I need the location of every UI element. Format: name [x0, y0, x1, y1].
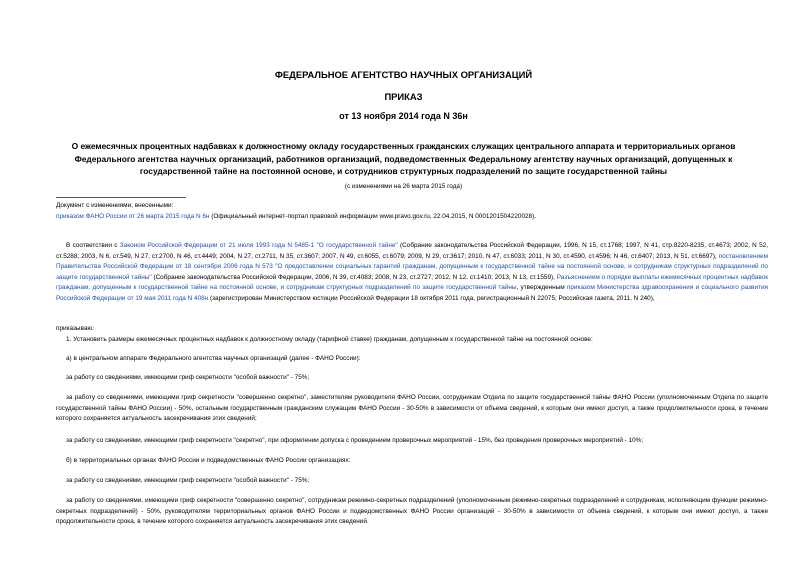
preamble-text-3: (Собрание законодательства Российской Федерации, 2006, N 39, ст.4083; 2008, N 23, ст.2727; 2012, N 12, ст.1410; 2013, N 13, ст.1559),	[151, 273, 557, 281]
paragraph-1: 1. Установить размеры ежемесячных процентных надбавок к должностному окладу (тарифной ставке) гражданам, допущенным к государственной тайне на постоянной основе:	[66, 336, 593, 343]
changes-line	[56, 212, 768, 223]
paragraph-b-top-secret: за работу со сведениями, имеющими гриф секретности "совершенно секретно", сотрудникам режимно-секретных подразделений (уполномоченным режимно-секретных подразделений и сотрудникам, исполняющим функции режимно-секретных подразделений) - 50%, руководителям территориальных органов ФАНО России и подведомственных ФАНО России организаций - 30-50% в зависимости от объема сведений, к которым они имеют доступ, а также продолжительности срока, в течение которого сохраняется актуальность засекречивания этих сведений.	[56, 497, 768, 525]
ministry-order-link[interactable]: приказом Министерства здравоохранения и социального развития Российской Федерации от 19 мая 2011 года N 408н	[56, 284, 768, 302]
preamble-text-2: (Собрание законодательства Российской Федерации, 1996, N 15, ст.1768; 1997, N 41, стр.8220-8235, ст.4673; 2002, N 52, ст.5288; 2003, N 6, ст.549, N 27, ст.2700, N 46, ст.4449; 2004, N 27, ст.2711, N 35, ст.3607; 2007, N 49, ст.6055, ст.6079; 2009, N 29, ст.3617; 2010, N 47, ст.6033; 2011, N 30, ст.4590, ст.4596; N 46, ст.6407; 2013, N 51, ст.6697),	[56, 242, 769, 260]
paragraph-a-secret: за работу со сведениями, имеющими гриф секретности "секретно", при оформлении допуска с проведением проверочных мероприятий - 15%, без проведения проверочных мероприятий - 10%;	[66, 437, 644, 444]
agency-name: ФЕДЕРАЛЬНОЕ АГЕНТСТВО НАУЧНЫХ ОРГАНИЗАЦИЙ	[274, 69, 533, 80]
preamble-text-1: В соответствии с	[66, 242, 120, 249]
paragraph-b: б) в территориальных органах ФАНО России и подведомственных ФАНО России организациях:	[66, 457, 351, 464]
government-resolution-link[interactable]: постановлением Правительства Российской Федерации от 18 сентября 2006 года N 573 "О предоставлении социальных гарантий гражданам, допущенным к государственной тайне на постоянной основе, и сотрудникам структурных подразделений по защите государственной тайны"	[56, 252, 768, 281]
law-link[interactable]: Законом Российской Федерации от 21 июля 1993 года N 5485-1 "О государственной тайне"	[119, 242, 398, 249]
amendment-date: (с изменениями на 26 марта 2015 года)	[344, 183, 463, 190]
preamble-text-5: (зарегистрирован Министерством юстиции Российской Федерации 18 октября 2011 года, регистрационный N 22075; Российская газета, 2011, N 240),	[208, 294, 655, 302]
changes-label: Документ с изменениями, внесенными:	[56, 202, 174, 209]
paragraph-a: а) в центральном аппарате Федерального агентства научных организаций (далее - ФАНО России):	[66, 355, 361, 362]
document-heading: О ежемесячных процентных надбавках к должностному окладу государственных гражданских служащих центрального аппарата и территориальных органов Федерального агентства научных организаций, работников организаций, подведомственных Федеральному агентству научных организаций, допущенных к государственной тайне на постоянной основе, и сотрудников структурных подразделений по защите государственной тайны	[71, 141, 736, 176]
explanation-link[interactable]: Разъяснением о порядке выплаты ежемесячных процентных надбавок гражданам, допущенным к государственной тайне на постоянной основе, и сотрудникам структурных подразделений по защите государственной тайны	[56, 273, 768, 291]
document-type: ПРИКАЗ	[384, 91, 423, 102]
changes-link[interactable]: приказом ФАНО России от 26 марта 2015 года N 6н	[56, 213, 210, 220]
document-date-number: от 13 ноября 2014 года N 36н	[339, 111, 468, 121]
paragraph-a-top-secret: за работу со сведениями, имеющими гриф секретности "совершенно секретно", заместителям руководителя ФАНО России, сотрудникам Отдела по защите государственной тайны ФАНО России (уполномоченным Отдела по защите государственной тайны ФАНО России) - 50%, остальным государственным гражданским служащим ФАНО России - 30-50% в зависимости от объема сведений, к которым они имеют доступ, а также продолжительности срока, в течение которого сохраняется актуальность засекречивания этих сведений;	[56, 394, 768, 422]
paragraph-a-special-importance: за работу со сведениями, имеющими гриф секретности "особой важности" - 75%;	[66, 374, 310, 381]
paragraph-b-special-importance: за работу со сведениями, имеющими гриф секретности "особой важности" - 75%;	[66, 477, 310, 484]
order-word: приказываю:	[56, 325, 94, 332]
preamble	[56, 241, 768, 304]
divider	[56, 197, 186, 198]
changes-source: (Официальный интернет-портал правовой информации www.pravo.gov.ru, 22.04.2015, N 0001201504220028).	[209, 213, 537, 220]
preamble-text-4: , утвержденным	[516, 284, 567, 291]
